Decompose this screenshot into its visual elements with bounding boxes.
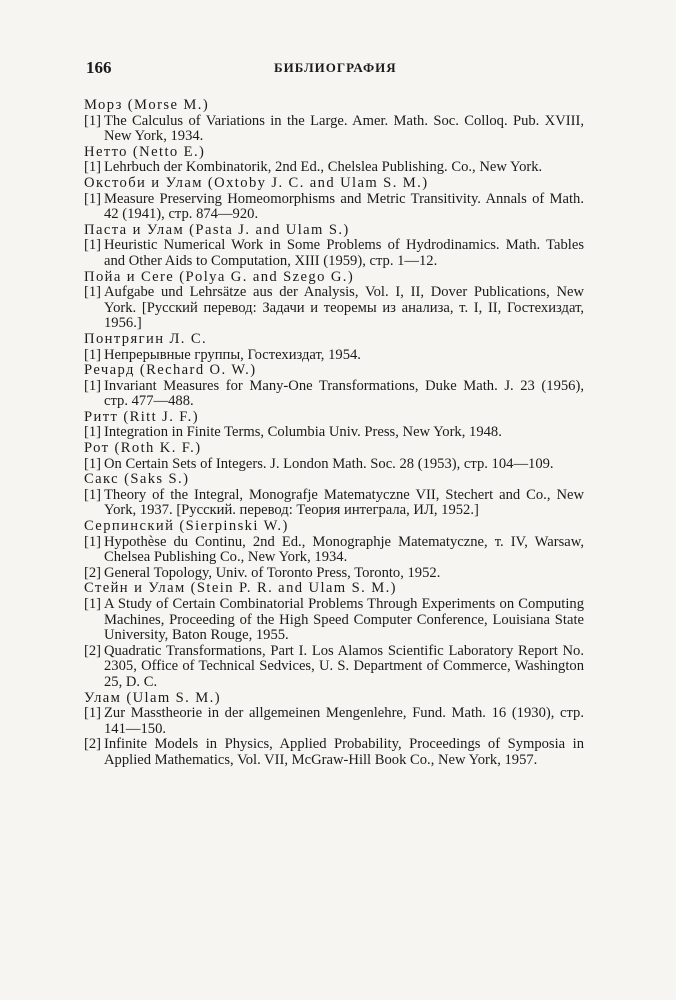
bibliography-entry	[84, 145, 584, 176]
reference-number: [1]	[84, 486, 102, 503]
reference-item	[84, 597, 584, 644]
reference-item	[84, 348, 584, 364]
bibliography-list	[84, 98, 584, 769]
bibliography-entry	[84, 519, 584, 581]
reference-text: Hypothèse du Continu, 2nd Ed., Monographje Matematyczne, т. IV, Warsaw, Chelsea Publishing Co., New York, 1934.	[104, 533, 584, 566]
reference-number: [1]	[84, 596, 102, 612]
reference-item	[84, 379, 584, 410]
entry-author: Пойа и Cere (Polya G. and Szego G.)	[84, 268, 355, 285]
entry-author: Сакс (Saks S.)	[84, 471, 190, 488]
bibliography-entry	[84, 581, 584, 690]
reference-text: Infinite Models in Physics, Applied Probability, Proceedings of Symposia in Applied Mathematics, Vol. VII, McGraw-Hill Book Co., New York, 1957.	[104, 736, 584, 768]
entry-author: Рот (Roth K. F.)	[84, 440, 202, 457]
reference-text: Theory of the Integral, Monografje Matematyczne VII, Stechert and Co., New York, 1937. [Русский. перевод: Теория интеграла, ИЛ, 1952.]	[104, 486, 584, 519]
entry-author: Нетто (Netto E.)	[84, 143, 206, 160]
reference-number: [1]	[84, 533, 102, 550]
bibliography-page	[84, 58, 584, 769]
reference-item	[84, 192, 584, 223]
reference-text: A Study of Certain Combinatorial Problems Through Experiments on Computing Machines, Proceeding of the High Speed Computer Conference, Louisiana State University, Baton Rouge, 1955.	[104, 596, 584, 644]
reference-text: Measure Preserving Homeomorphisms and Metric Transitivity. Annals of Math. 42 (1941), стр. 874—920.	[104, 190, 584, 223]
page-number: 166	[86, 58, 112, 77]
reference-text: Quadratic Transformations, Part I. Los Alamos Scientific Laboratory Report No. 2305, Office of Technical Sedvices, U. S. Department of Commerce, Washington 25, D. C.	[104, 642, 584, 690]
reference-item	[84, 285, 584, 332]
bibliography-entry	[84, 332, 584, 363]
reference-item	[84, 457, 584, 473]
reference-text: General Topology, Univ. of Toronto Press, Toronto, 1952.	[104, 564, 441, 581]
reference-item	[84, 535, 584, 566]
bibliography-entry	[84, 410, 584, 441]
bibliography-entry	[84, 472, 584, 519]
reference-item	[84, 566, 584, 582]
reference-item	[84, 114, 584, 145]
reference-text: Integration in Finite Terms, Columbia Univ. Press, New York, 1948.	[104, 424, 502, 441]
entry-author: Ритт (Ritt J. F.)	[84, 408, 199, 425]
reference-text: Heuristic Numerical Work in Some Problems of Hydrodinamics. Math. Tables and Other Aids to Computation, XIII (1959), стр. 1—12.	[104, 237, 584, 269]
bibliography-entry	[84, 98, 584, 145]
reference-text: The Calculus of Variations in the Large. Amer. Math. Soc. Colloq. Pub. XVIII, New York, 1934.	[104, 112, 584, 145]
reference-item	[84, 238, 584, 269]
reference-number: [1]	[84, 346, 102, 363]
entry-author: Речард (Rechard O. W.)	[84, 362, 257, 379]
entry-author: Серпинский (Sierpinski W.)	[84, 518, 289, 535]
bibliography-entry	[84, 363, 584, 410]
entry-author: Паста и Улам (Pasta J. and Ulam S.)	[84, 221, 350, 238]
reference-text: Invariant Measures for Many-One Transformations, Duke Math. J. 23 (1956), стр. 477—488.	[104, 377, 584, 410]
reference-item	[84, 425, 584, 441]
bibliography-entry	[84, 223, 584, 270]
reference-number: [1]	[84, 455, 102, 472]
entry-author: Понтрягин Л. С.	[84, 330, 208, 347]
reference-number: [1]	[84, 377, 102, 394]
reference-number: [1]	[84, 190, 102, 207]
reference-item	[84, 706, 584, 737]
reference-item	[84, 644, 584, 691]
reference-text: Lehrbuch der Kombinatorik, 2nd Ed., Chelslea Publishing. Co., New York.	[104, 159, 543, 176]
reference-number: [2]	[84, 736, 102, 753]
reference-text: Aufgabe und Lehrsätze aus der Analysis, Vol. I, II, Dover Publications, New York. [Русский перевод: Задачи и теоремы из анализа, т. I, II, Гостехиздат, 1956.]	[104, 284, 584, 332]
reference-number: [2]	[84, 642, 102, 659]
page-header	[84, 58, 584, 80]
bibliography-entry	[84, 691, 584, 769]
reference-item	[84, 737, 584, 768]
entry-author: Морз (Morse M.)	[84, 97, 210, 113]
reference-text: On Certain Sets of Integers. J. London Math. Soc. 28 (1953), стр. 104—109.	[104, 455, 554, 472]
reference-text: Непрерывные группы, Гостехиздат, 1954.	[104, 346, 361, 363]
reference-item	[84, 488, 584, 519]
bibliography-entry	[84, 441, 584, 472]
entry-author: Окстоби и Улам (Oxtoby J. C. and Ulam S. M.)	[84, 174, 429, 191]
reference-number: [1]	[84, 159, 102, 176]
reference-number: [1]	[84, 424, 102, 441]
reference-number: [1]	[84, 237, 102, 254]
reference-number: [1]	[84, 284, 102, 301]
bibliography-entry	[84, 270, 584, 332]
running-title: БИБЛИОГРАФИЯ	[274, 60, 397, 75]
bibliography-entry	[84, 176, 584, 223]
reference-text: Zur Masstheorie in der allgemeinen Mengenlehre, Fund. Math. 16 (1930), стр. 141—150.	[104, 705, 584, 737]
entry-author: Улам (Ulam S. M.)	[84, 689, 221, 706]
entry-author: Стейн и Улам (Stein P. R. and Ulam S. M.)	[84, 580, 397, 597]
reference-item	[84, 160, 584, 176]
reference-number: [1]	[84, 112, 102, 129]
reference-number: [1]	[84, 705, 102, 722]
reference-number: [2]	[84, 564, 102, 581]
